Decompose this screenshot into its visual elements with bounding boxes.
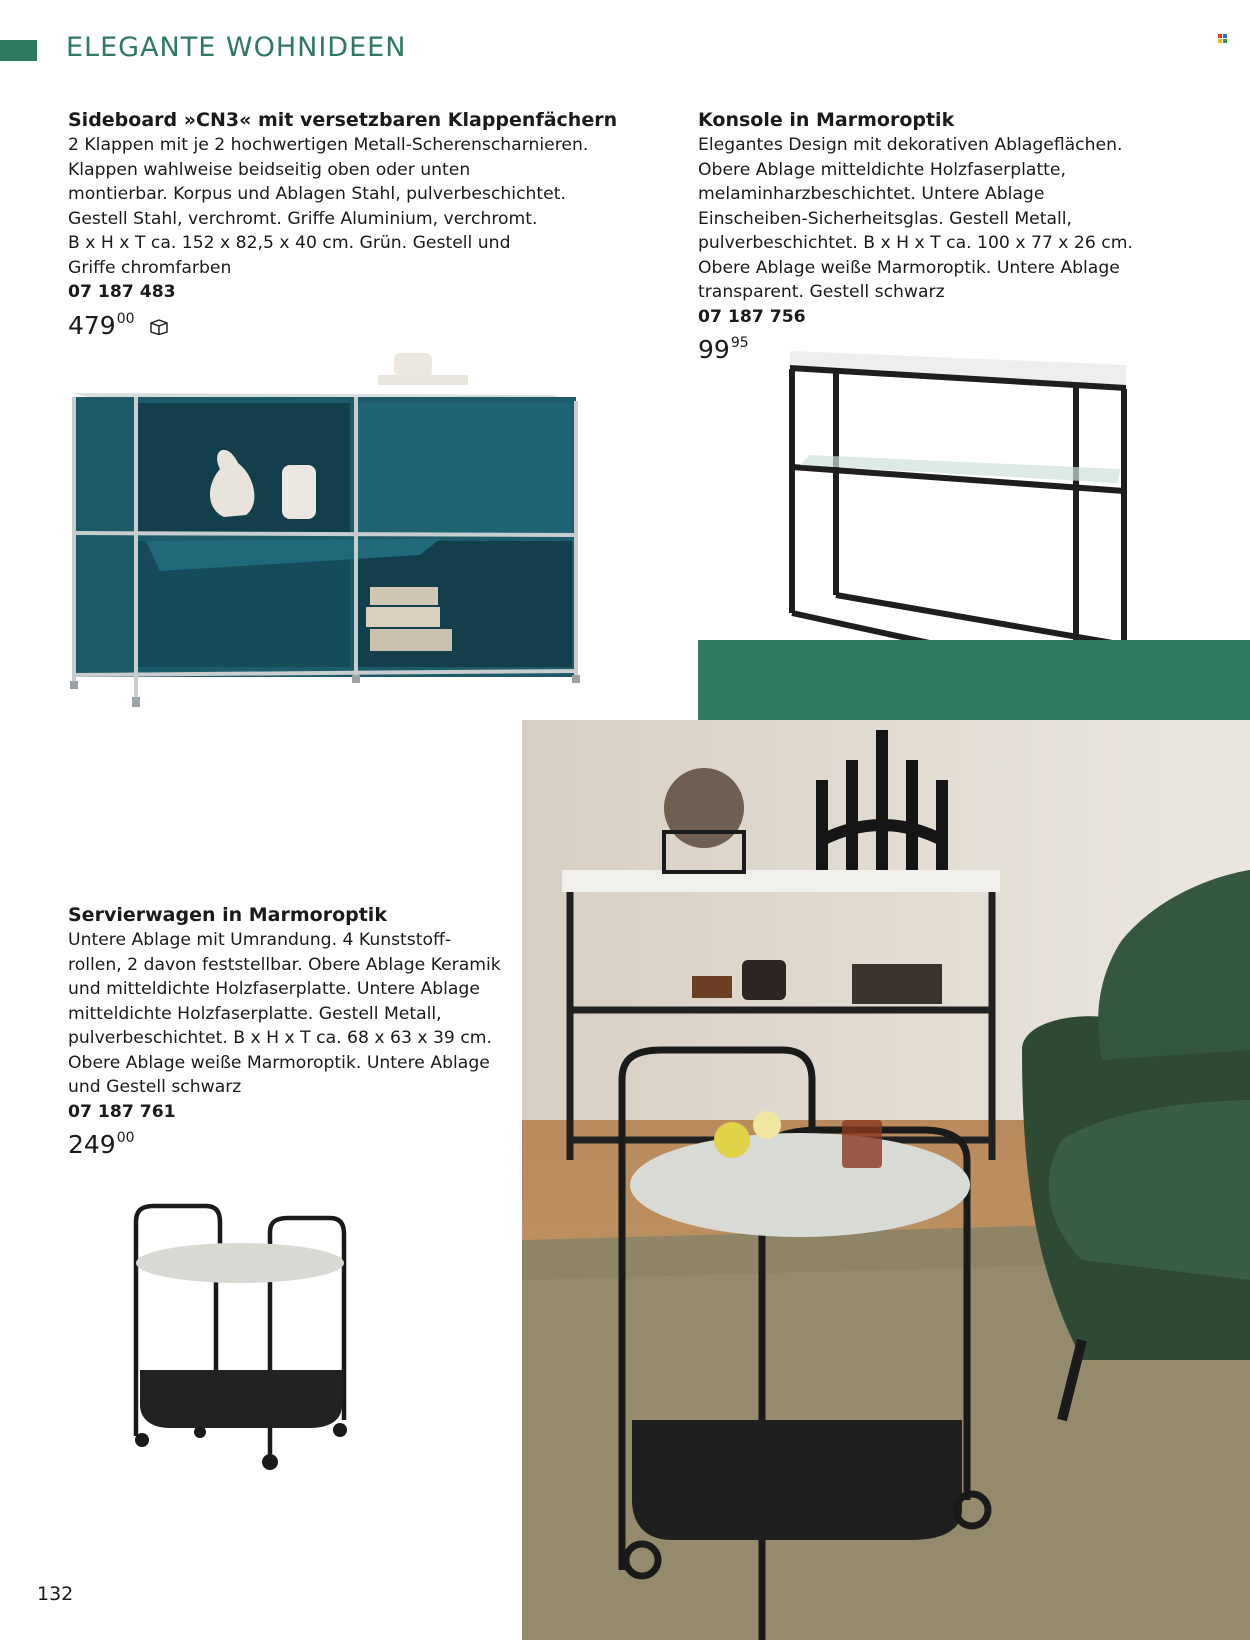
product-serving-trolley — [68, 903, 508, 1160]
price-euros: 99 — [698, 335, 730, 364]
product-console — [698, 108, 1238, 365]
product-description-line: rollen, 2 davon feststellbar. Obere Ablage Keramik — [68, 954, 501, 975]
section-title: ELEGANTE WOHNIDEEN — [66, 32, 407, 63]
product-description-line: melaminharzbeschichtet. Untere Ablage — [698, 184, 1045, 204]
page-number: 132 — [37, 1583, 74, 1605]
product-price — [68, 1130, 508, 1160]
console-image — [780, 345, 1140, 685]
product-description-line: Elegantes Design mit dekorativen Ablageflächen. — [698, 135, 1123, 155]
product-description-line: und Gestell schwarz — [68, 1077, 242, 1097]
product-description-line: pulverbeschichtet. B x H x T ca. 100 x 77 x 26 cm. — [698, 233, 1133, 253]
product-description-line: Klappen wahlweise beidseitig oben oder unten — [68, 159, 471, 180]
package-icon — [149, 319, 169, 335]
product-description-line: Untere Ablage mit Umrandung. 4 Kunststoff- — [68, 930, 452, 950]
product-description-line: Obere Ablage weiße Marmoroptik. Untere Ablage — [68, 1052, 490, 1073]
article-number: 07 187 761 — [68, 1101, 176, 1122]
sideboard-image — [60, 345, 600, 725]
product-name: Sideboard »CN3« mit versetzbaren Klappenfächern — [68, 109, 618, 131]
green-accent-block — [698, 640, 1250, 720]
product-description-line: montierbar. Korpus und Ablagen Stahl, pulverbeschichtet. — [68, 184, 566, 204]
product-description-line: Einscheiben-Sicherheitsglas. Gestell Metall, — [698, 208, 1073, 229]
price-euros: 249 — [68, 1130, 116, 1159]
product-price — [68, 311, 628, 341]
product-name: Servierwagen in Marmoroptik — [68, 904, 387, 926]
article-number: 07 187 483 — [68, 282, 176, 302]
product-description-line: transparent. Gestell schwarz — [698, 282, 945, 302]
product-description-line: Obere Ablage mitteldichte Holzfaserplatte, — [698, 159, 1066, 180]
product-description-line: Gestell Stahl, verchromt. Griffe Aluminium, verchromt. — [68, 208, 538, 229]
section-accent-bar — [0, 40, 37, 61]
price-cents: 00 — [116, 1130, 135, 1146]
brand-logo — [1218, 34, 1227, 43]
product-description-line: mitteldichte Holzfaserplatte. Gestell Metall, — [68, 1003, 442, 1024]
product-description-line: und mitteldichte Holzfaserplatte. Untere Ablage — [68, 979, 480, 999]
price-euros: 479 — [68, 310, 116, 340]
product-description-line: B x H x T ca. 152 x 82,5 x 40 cm. Grün. Gestell und — [68, 233, 511, 253]
product-sideboard — [68, 108, 628, 341]
serving-trolley-image — [130, 1200, 370, 1490]
product-description-line: Griffe chromfarben — [68, 257, 232, 278]
article-number: 07 187 756 — [698, 306, 806, 327]
living-room-scene-image — [522, 720, 1250, 1640]
product-name: Konsole in Marmoroptik — [698, 109, 955, 131]
product-description-line: 2 Klappen mit je 2 hochwertigen Metall-Scherenscharnieren. — [68, 135, 589, 155]
product-description-line: Obere Ablage weiße Marmoroptik. Untere Ablage — [698, 257, 1120, 278]
price-cents: 95 — [730, 335, 749, 351]
price-cents: 00 — [116, 310, 135, 327]
product-description-line: pulverbeschichtet. B x H x T ca. 68 x 63 x 39 cm. — [68, 1028, 492, 1048]
